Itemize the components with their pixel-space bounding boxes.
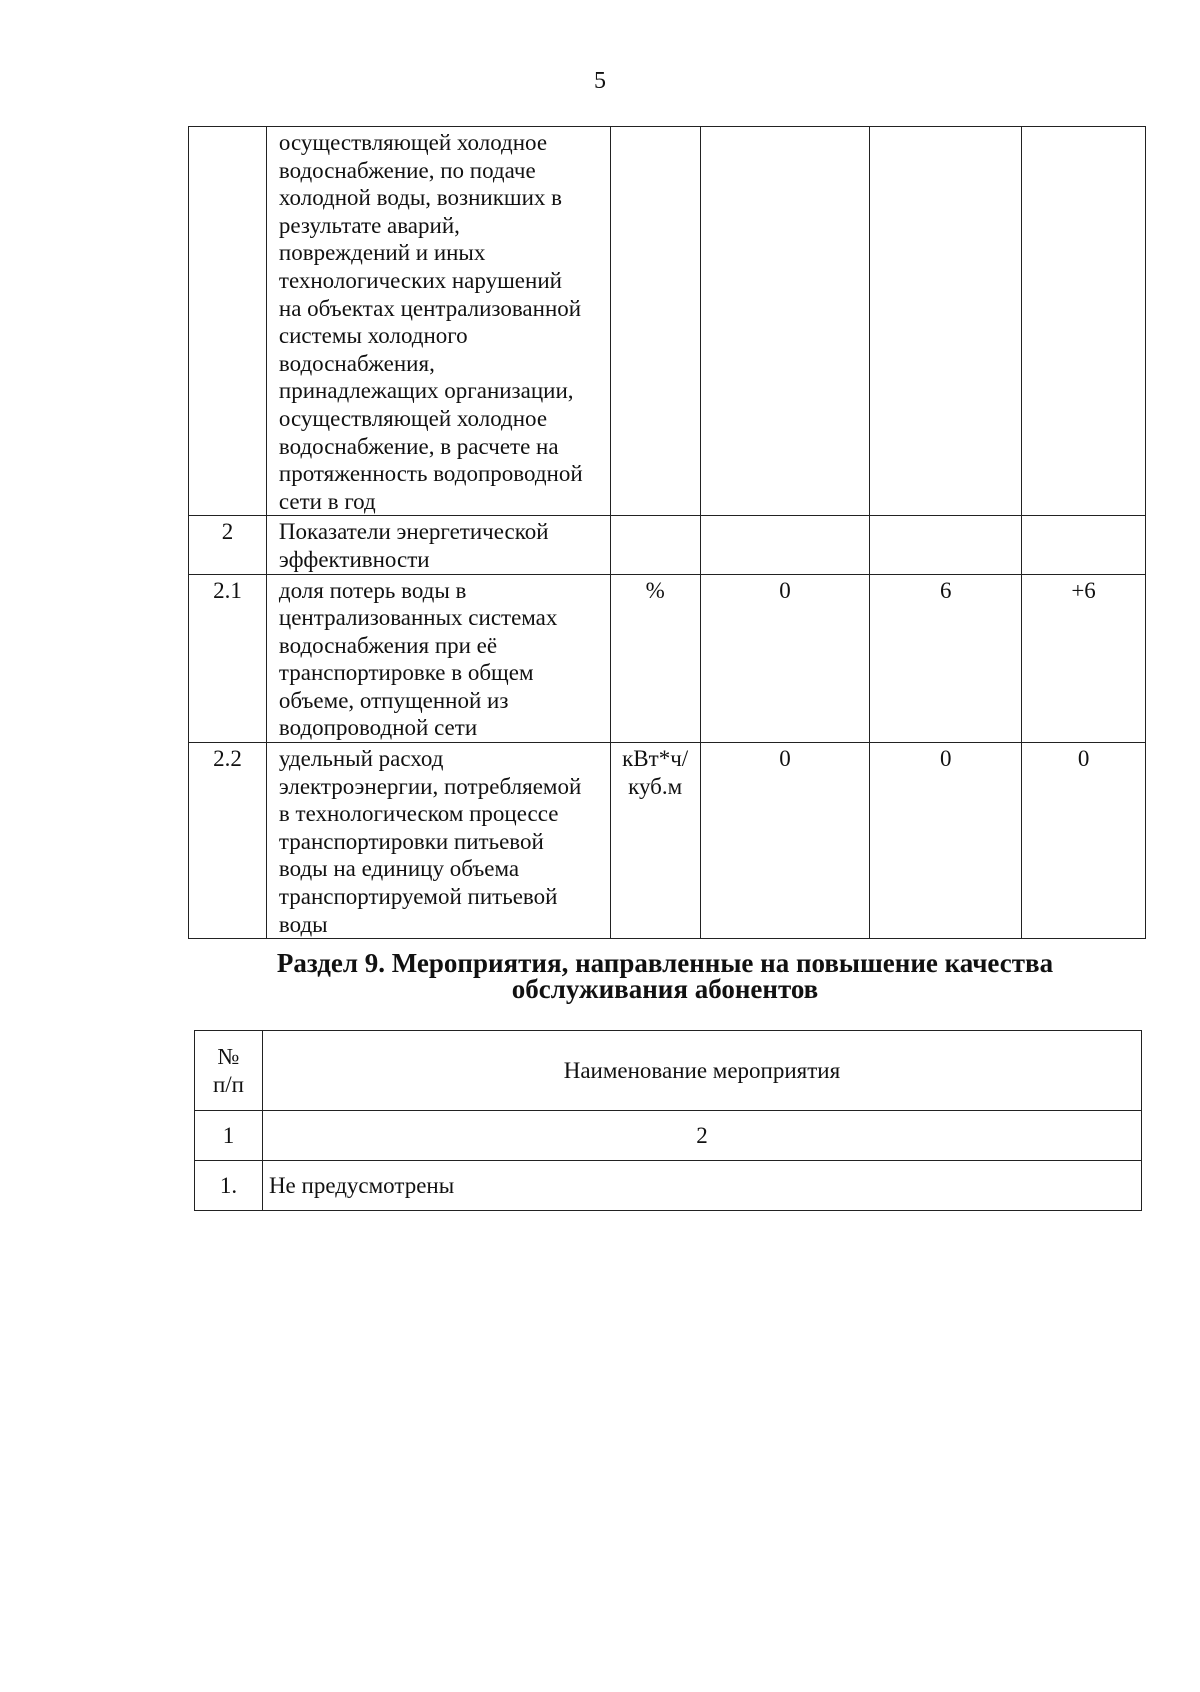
value-cell: 6	[870, 574, 1022, 743]
text-line: транспортировки питьевой	[278, 828, 544, 854]
text-line: воды	[278, 911, 328, 937]
text-line: на объектах централизованной	[278, 295, 582, 321]
row-number: 2.2	[189, 743, 267, 939]
text-line: водоснабжение, в расчете на	[278, 433, 559, 459]
text-line: в технологическом процессе	[278, 801, 559, 827]
index-number: 1	[195, 1111, 263, 1161]
text-line: водопроводной сети	[278, 715, 478, 741]
table-row	[189, 743, 1146, 939]
text-line: электроэнергии, потребляемой	[278, 773, 582, 799]
text-line: сети в год	[278, 488, 376, 514]
text-line: технологических нарушений	[278, 267, 562, 293]
text-line: холодной воды, возникших в	[278, 185, 563, 211]
index-name: 2	[262, 1111, 1141, 1161]
section-title	[240, 950, 1090, 1002]
text-line: водоснабжения,	[278, 350, 435, 376]
text-line: транспортируемой питьевой	[278, 884, 558, 910]
text-line: результате аварий,	[278, 212, 460, 238]
value-cell	[870, 127, 1022, 516]
section-title-line: обслуживания абонентов	[511, 974, 819, 1004]
table-row	[189, 516, 1146, 574]
header-row	[195, 1031, 1142, 1111]
value-cell: 0	[700, 743, 870, 939]
text-line: принадлежащих организации,	[278, 378, 574, 404]
text-line: централизованных системах	[278, 605, 558, 631]
unit-line: %	[645, 577, 665, 603]
value-cell: 0	[700, 574, 870, 743]
header-text: №	[217, 1043, 240, 1069]
value-cell	[1022, 127, 1146, 516]
row-number	[189, 127, 267, 516]
value-cell	[700, 127, 870, 516]
unit-cell	[610, 516, 700, 574]
indicator-name	[266, 743, 610, 939]
unit-line: куб.м	[628, 773, 683, 799]
text-line: эффективности	[278, 546, 430, 572]
value-cell	[870, 516, 1022, 574]
indicator-name	[266, 127, 610, 516]
text-line: Показатели энергетической	[278, 519, 549, 545]
measure-name: Не предусмотрены	[262, 1161, 1141, 1211]
header-name: Наименование мероприятия	[262, 1031, 1141, 1111]
text-line: осуществляющей холодное	[278, 130, 548, 155]
measures-table	[194, 1030, 1142, 1211]
text-line: объеме, отпущенной из	[278, 687, 509, 713]
header-text: п/п	[212, 1071, 244, 1097]
text-line: протяженность водопроводной	[278, 461, 583, 487]
row-number: 2	[189, 516, 267, 574]
value-cell: 0	[1022, 743, 1146, 939]
text-line: системы холодного	[278, 323, 468, 349]
text-line: осуществляющей холодное	[278, 405, 548, 431]
indicator-name	[266, 516, 610, 574]
text-line: транспортировке в общем	[278, 660, 534, 686]
text-line: водоснабжение, по подаче	[278, 157, 536, 183]
indicator-name	[266, 574, 610, 743]
value-cell	[700, 516, 870, 574]
table-row	[189, 574, 1146, 743]
page-number: 5	[594, 68, 606, 94]
text-line: удельный расход	[278, 746, 444, 772]
value-cell: 0	[870, 743, 1022, 939]
header-number	[195, 1031, 263, 1111]
row-number: 2.1	[189, 574, 267, 743]
text-line: воды на единицу объема	[278, 856, 520, 882]
value-cell	[1022, 516, 1146, 574]
text-line: доля потерь воды в	[278, 577, 467, 603]
section-title-line: Раздел 9. Мероприятия, направленные на повышение качества	[276, 948, 1054, 978]
table-row	[189, 127, 1146, 516]
text-line: водоснабжения при её	[278, 632, 498, 658]
unit-cell	[610, 743, 700, 939]
indicators-table	[188, 126, 1146, 939]
value-cell: +6	[1022, 574, 1146, 743]
index-row	[195, 1111, 1142, 1161]
unit-cell	[610, 127, 700, 516]
unit-cell	[610, 574, 700, 743]
unit-line: кВт*ч/	[622, 746, 689, 772]
text-line: повреждений и иных	[278, 240, 486, 266]
row-number: 1.	[195, 1161, 263, 1211]
table-row	[195, 1161, 1142, 1211]
